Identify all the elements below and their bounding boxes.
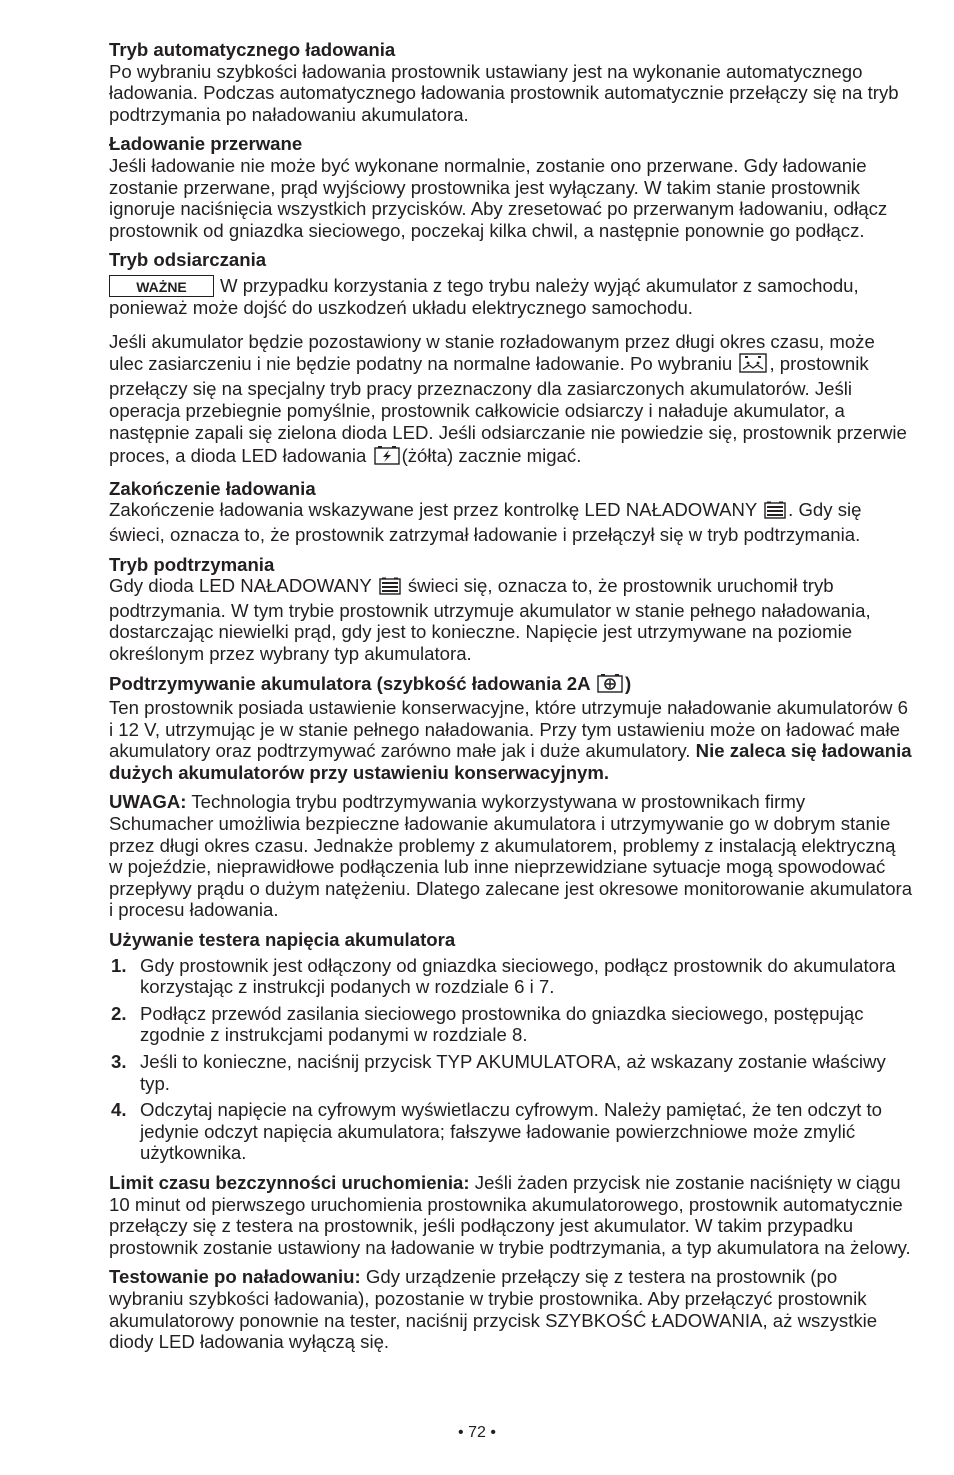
important-label: WAŻNE — [109, 275, 214, 297]
section-maintain-mode — [109, 554, 914, 665]
important-notice — [109, 275, 914, 319]
paragraph-post-test — [109, 1266, 914, 1352]
note-text: Technologia trybu podtrzymywania wykorzystywana w prostownikach firmy Schumacher umożliwia bezpieczne ładowanie akumulatora i utrzymywanie go w dobrym stanie przez długi okres czasu. Jednakże problemy z akumulatorem, problemy z instalacją elektryczną w pojeździe, nieprawidłowe podłączenia lub inne nieprzewidziane sytuacje mogą spowodować przepływy prądu o dużym natężeniu. Dlatego zalecane jest okresowe monitorowanie akumulatora i procesu ładowania. — [109, 791, 913, 921]
step-number: 2. — [111, 1002, 127, 1024]
page-number: • 72 • — [458, 1424, 496, 1441]
list-item — [109, 1003, 914, 1046]
heading-charge-complete: Zakończenie ładowania — [109, 477, 316, 499]
complete-text-2: . Gdy się świeci, oznacza to, że prostownik zatrzymał ładowanie i przełączył się w tryb podtrzymania. — [109, 499, 862, 545]
section-auto-mode — [109, 39, 914, 125]
paragraph-conserve — [109, 697, 914, 783]
maintain-text-1: Gdy dioda LED NAŁADOWANY — [109, 575, 372, 597]
section-conserve — [109, 673, 914, 784]
step-text: Odczytaj napięcie na cyfrowym wyświetlaczu cyfrowym. Należy pamiętać, że ten odczyt to jedynie odczyt napięcia akumulatora; fałszywe ładowanie powierzchniowe może zmylić użytkownika. — [140, 1099, 882, 1164]
list-item — [109, 955, 914, 998]
paragraph-desulfation — [109, 331, 914, 470]
section-charge-complete — [109, 478, 914, 546]
manual-page — [109, 39, 914, 1361]
maintain-text-2: świeci się, oznacza to, że prostownik uruchomił tryb podtrzymania. W tym trybie prostownik utrzymuje akumulator w stanie pełnego naładowania, dostarczając niewielki prąd, gdy jest to konieczne. Napięcie jest utrzymywane na poziomie określonym przez wybrany typ akumulatora. — [109, 575, 871, 664]
step-text: Gdy prostownik jest odłączony od gniazdka sieciowego, podłącz prostownik do akumulatora korzystając z instrukcji podanych w rozdziale 6 i 7. — [140, 954, 896, 998]
desulfation-text-2: , prostownik przełączy się na specjalny tryb pracy przeznaczony dla zasiarczonych akumulatorów. Jeśli operacja przebiegnie pomyślnie, prostownik całkowicie odsiarczy i naładuje akumulator, a następnie zapali się zielona dioda LED. Jeśli odsiarczanie nie powiedzie się, prostownik przerwie proces, a dioda LED ładowania — [109, 352, 907, 466]
charged-led-icon — [379, 577, 401, 600]
post-test-text: Gdy urządzenie przełączy się z testera na prostownik (po wybraniu szybkości ładowania), pozostanie w trybie prostownika. Aby przełączyć prostownik akumulatorowy ponownie na tester, naciśnij przycisk SZYBKOŚĆ ŁADOWANIA, aż wszystkie diody LED ładowania wyłączą się. — [109, 1266, 878, 1353]
section-post-test — [109, 1266, 914, 1352]
paragraph-maintain-mode — [109, 575, 914, 664]
desulfate-icon — [739, 353, 767, 378]
charging-led-icon — [374, 445, 400, 470]
step-text: Jeśli to konieczne, naciśnij przycisk TYP AKUMULATORA, aż wskazany zostanie właściwy typ. — [140, 1051, 886, 1094]
step-text: Podłącz przewód zasilania sieciowego prostownika do gniazdka sieciowego, postępując zgodnie z instrukcjami podanymi w rozdziale 8. — [140, 1002, 864, 1046]
timeout-label: Limit czasu bezczynności uruchomienia: — [109, 1171, 470, 1193]
conserve-warning: Nie zaleca się ładowania dużych akumulatorów przy ustawieniu konserwacyjnym. — [109, 740, 912, 783]
conserve-title-1: Podtrzymywanie akumulatora (szybkość ładowania 2A — [109, 672, 590, 694]
note-label: UWAGA: — [109, 791, 187, 813]
section-aborted — [109, 133, 914, 241]
charged-led-icon — [764, 501, 786, 524]
paragraph-auto-mode: Po wybraniu szybkości ładowania prostownik ustawiany jest na wykonanie automatycznego ładowania. Podczas automatycznego ładowania prostownik automatycznie przełączy się na tryb podtrzymania po naładowaniu akumulatora. — [109, 60, 899, 125]
heading-desulfation: Tryb odsiarczania — [109, 249, 267, 271]
desulfation-text-1: Jeśli akumulator będzie pozostawiony w stanie rozładowanym przez długi okres czasu, może ulec zasiarczeniu i nie będzie podatny na normalne ładowanie. Po wybraniu — [109, 330, 875, 374]
step-number: 1. — [111, 954, 127, 976]
paragraph-charge-complete — [109, 499, 914, 545]
timeout-text: Jeśli żaden przycisk nie zostanie naciśnięty w ciągu 10 minut od pierwszego uruchomienia prostownika akumulatorowego, prostownik automatycznie przełączy się z testera na prostownik, jeśli podłączony jest akumulator. W takim przypadku prostownik zostanie ustawiony na ładowanie w trybie podtrzymania, a typ akumulatora na żelowy. — [109, 1171, 911, 1258]
post-test-label: Testowanie po naładowaniu: — [109, 1266, 361, 1288]
heading-tester: Używanie testera napięcia akumulatora — [109, 929, 456, 951]
paragraph-note — [109, 791, 914, 921]
section-timeout — [109, 1172, 914, 1258]
important-text: W przypadku korzystania z tego trybu należy wyjąć akumulator z samochodu, ponieważ może dojść do uszkodzeń układu elektrycznego samochodu. — [109, 274, 859, 318]
heading-auto-mode: Tryb automatycznego ładowania — [109, 39, 396, 60]
conserve-text: Ten prostownik posiada ustawienie konserwacyjne, które utrzymuje naładowanie akumulatorów 6 i 12 V, utrzymując je w stanie pełnego naładowania. Przy tym ustawieniu może on ładować małe akumulatory oraz podtrzymywać zarówno małe jak i duże akumulatory. — [109, 697, 908, 762]
section-desulfation — [109, 249, 914, 469]
section-note — [109, 791, 914, 921]
heading-aborted: Ładowanie przerwane — [109, 133, 303, 155]
heading-maintain-mode: Tryb podtrzymania — [109, 553, 275, 575]
step-number: 3. — [111, 1051, 127, 1072]
maintain-2a-icon — [597, 673, 623, 698]
list-item — [109, 1051, 914, 1094]
list-item — [109, 1099, 914, 1164]
section-tester — [109, 929, 914, 1164]
paragraph-aborted: Jeśli ładowanie nie może być wykonane normalnie, zostanie ono przerwane. Gdy ładowanie zostanie przerwane, prąd wyjściowy prostownika jest wyłączany. W takim stanie prostownik ignoruje naciśnięcia wszystkich przycisków. Aby zresetować po przerwanym ładowaniu, odłącz prostownik od gniazdka sieciowego, poczekaj kilka chwil, a następnie ponownie go podłącz. — [109, 154, 888, 241]
desulfation-text-3: (żółta) zacznie migać. — [401, 444, 582, 466]
tester-steps — [109, 955, 914, 1164]
heading-conserve — [109, 673, 914, 698]
paragraph-timeout — [109, 1172, 914, 1258]
complete-text-1: Zakończenie ładowania wskazywane jest przez kontrolkę LED NAŁADOWANY — [109, 499, 757, 521]
step-number: 4. — [111, 1099, 127, 1121]
conserve-title-2: ) — [625, 672, 632, 694]
